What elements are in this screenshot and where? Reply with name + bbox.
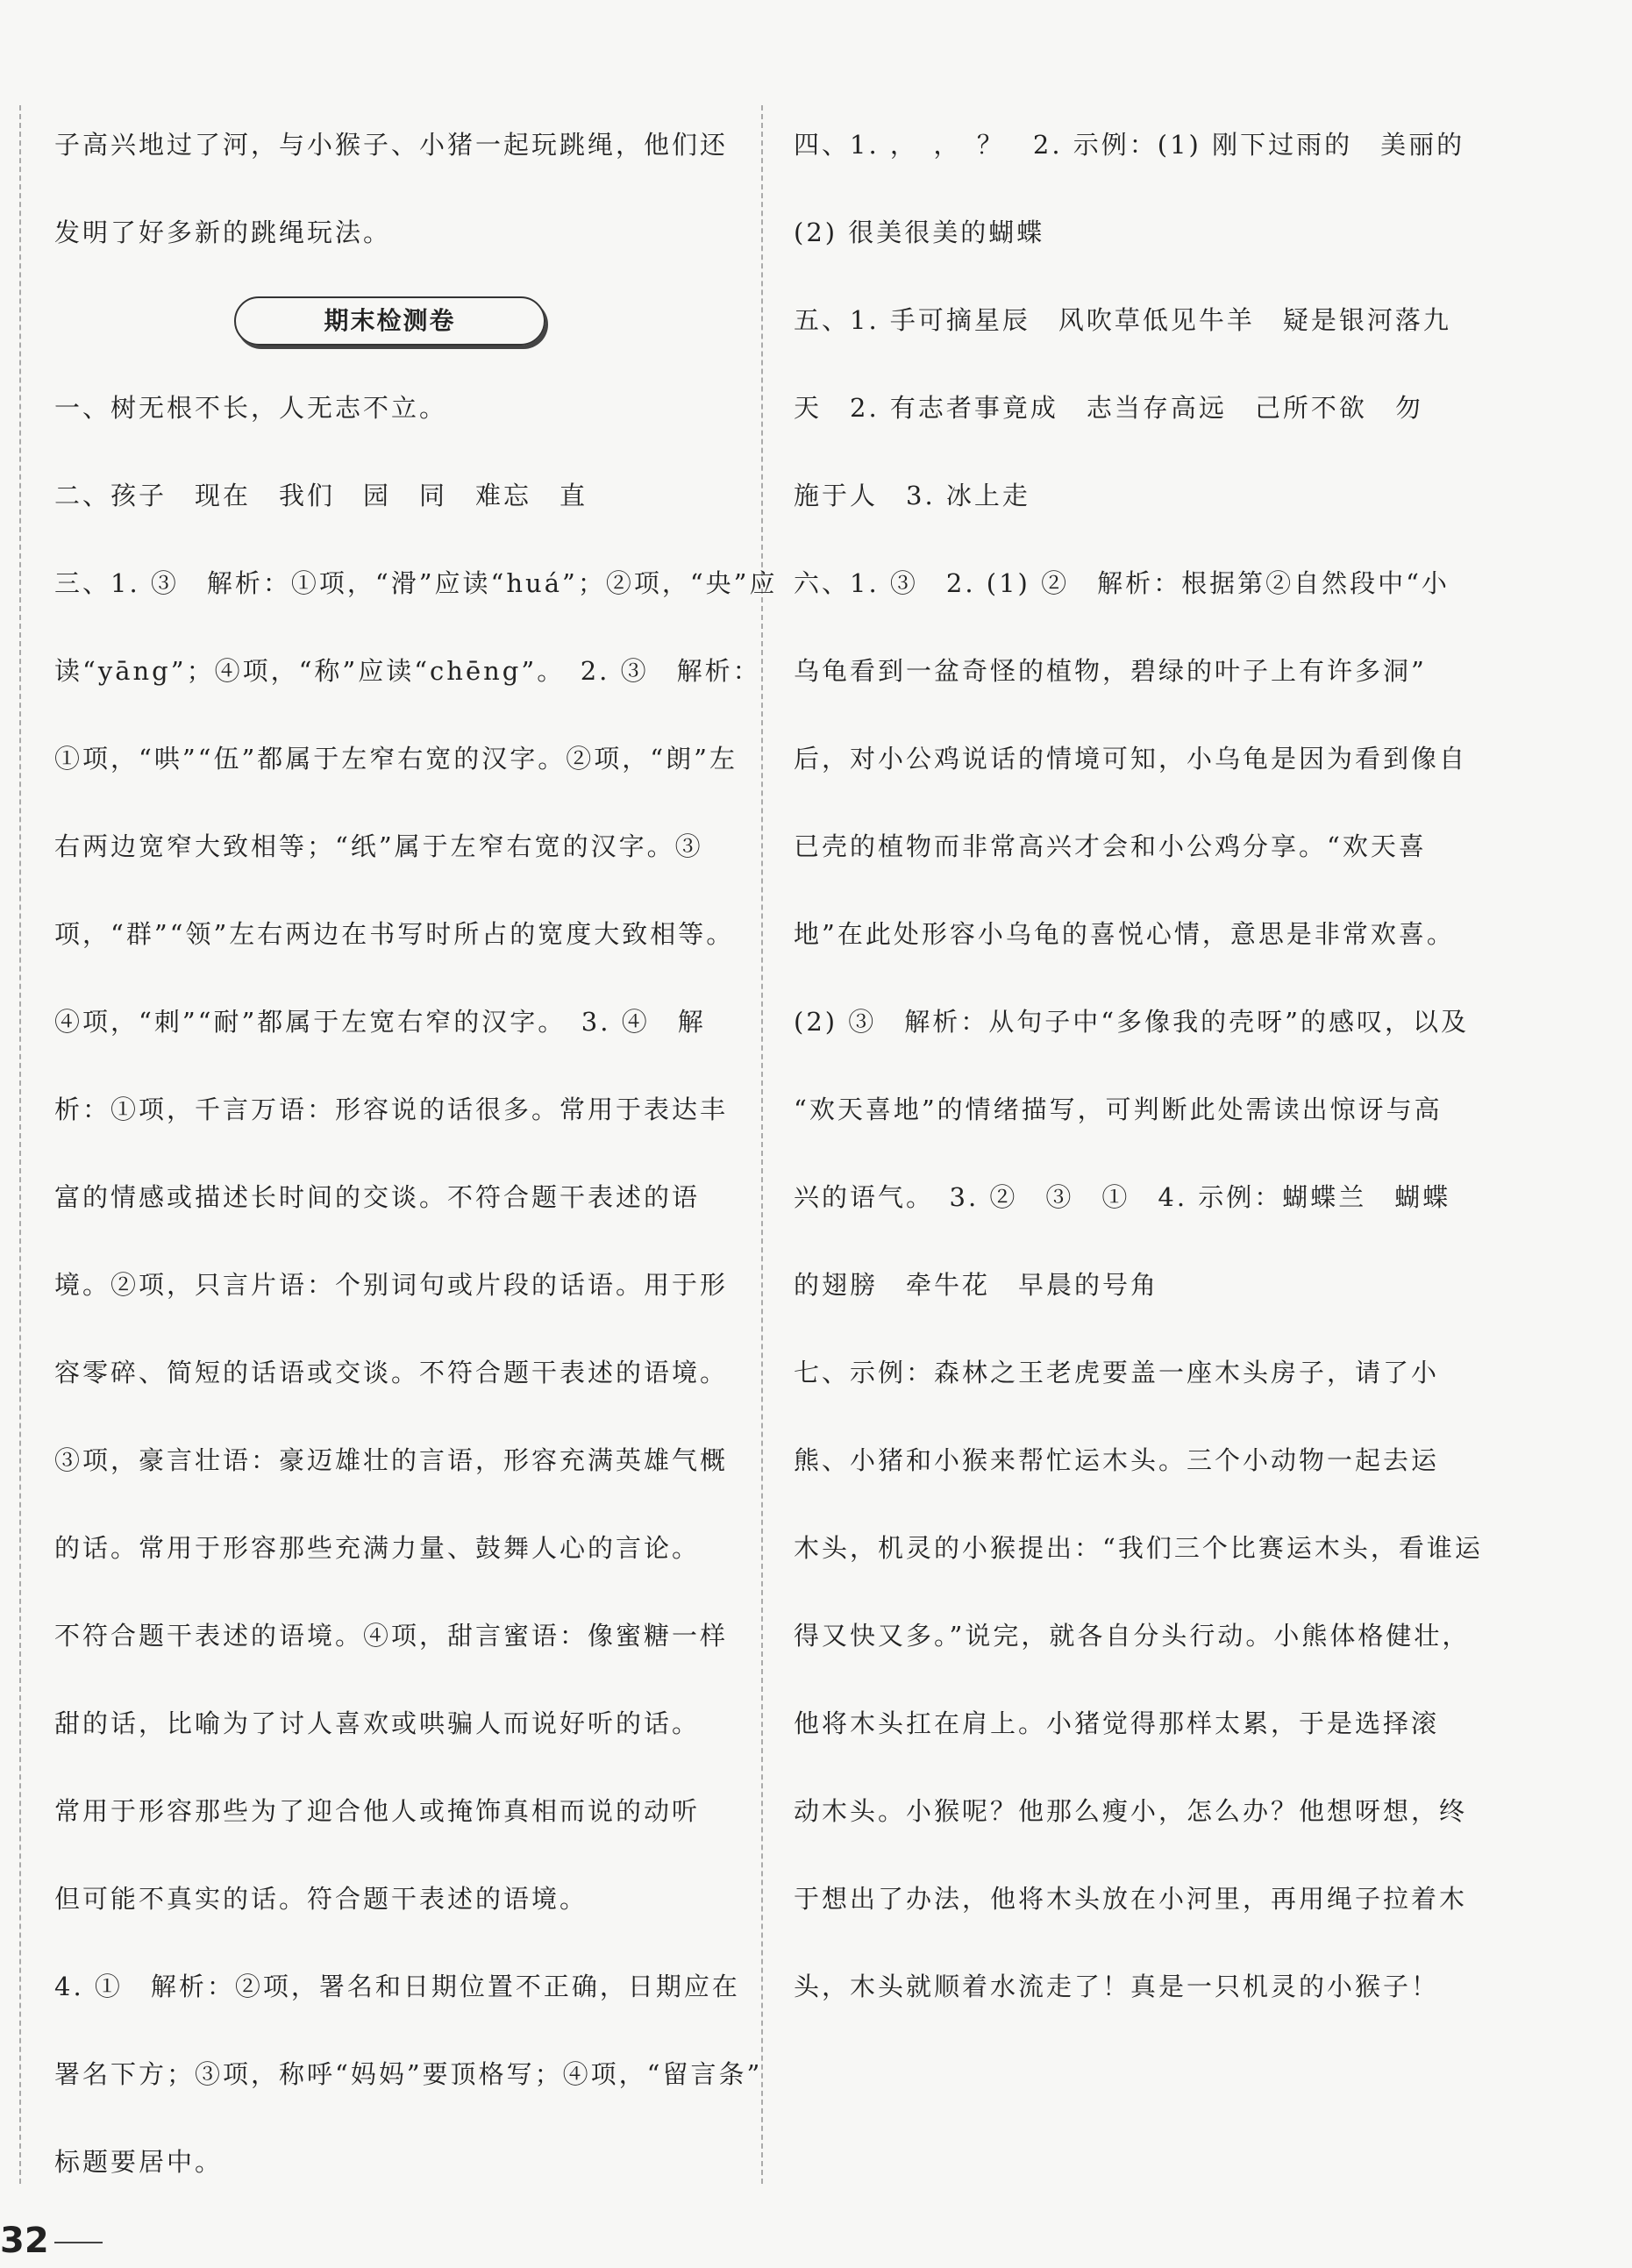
- text-line: 的话。常用于形容那些充满力量、鼓舞人心的言论。: [54, 1533, 701, 1563]
- text-line: 四、1. ， ， ？ 2. 示例：(1) 刚下过雨的 美丽的: [794, 130, 1465, 160]
- text-line: ③项，豪言壮语：豪迈雄壮的言语，形容充满英雄气概: [54, 1445, 729, 1475]
- text-line: 项，“群”“领”左右两边在书写时所占的宽度大致相等。: [54, 919, 735, 949]
- text-line: 头，木头就顺着水流走了！真是一只机灵的小猴子！: [794, 1972, 1440, 2001]
- text-line: 容零碎、简短的话语或交谈。不符合题干表述的语境。: [54, 1358, 729, 1387]
- text-line: 他将木头扛在肩上。小猪觉得那样太累，于是选择滚: [794, 1708, 1440, 1738]
- text-line: 的翅膀 牵牛花 早晨的号角: [794, 1270, 1159, 1300]
- text-line: 富的情感或描述长时间的交谈。不符合题干表述的语: [54, 1182, 701, 1212]
- section-title-wrap: [54, 289, 730, 377]
- text-line: 动木头。小猴呢？他那么瘦小，怎么办？他想呀想，终: [794, 1796, 1468, 1826]
- text-line: 常用于形容那些为了迎合他人或掩饰真相而说的动听: [54, 1796, 701, 1826]
- right-column: [794, 114, 1483, 2043]
- text-line: (2) 很美很美的蝴蝶: [794, 218, 1045, 247]
- center-dashed-rule: [761, 105, 763, 2184]
- text-line: 六、1. ③ 2. (1) ② 解析：根据第②自然段中“小: [794, 568, 1450, 598]
- text-line: 但可能不真实的话。符合题干表述的语境。: [54, 1884, 588, 1914]
- text-line: 二、孩子 现在 我们 园 同 难忘 直: [54, 481, 588, 510]
- text-line: 施于人 3. 冰上走: [794, 481, 1030, 510]
- left-column: [54, 114, 778, 2219]
- text-line: 七、示例：森林之王老虎要盖一座木头房子，请了小: [794, 1358, 1440, 1387]
- text-line: 乌龟看到一盆奇怪的植物，碧绿的叶子上有许多洞”: [794, 656, 1427, 686]
- text-line: 一、树无根不长，人无志不立。: [54, 393, 448, 423]
- text-line: 地”在此处形容小乌龟的喜悦心情，意思是非常欢喜。: [794, 919, 1455, 949]
- text-line: 天 2. 有志者事竟成 志当存高远 己所不欲 勿: [794, 393, 1423, 423]
- text-line: 不符合题干表述的语境。④项，甜言蜜语：像蜜糖一样: [54, 1621, 729, 1651]
- text-line: 右两边宽窄大致相等；“纸”属于左窄右宽的汉字。③: [54, 831, 703, 861]
- text-line: 读“yāng”；④项，“称”应读“chēng”。 2. ③ 解析：: [54, 656, 761, 686]
- text-line: 木头，机灵的小猴提出：“我们三个比赛运木头，看谁运: [794, 1533, 1483, 1563]
- section-title: 期末检测卷: [234, 296, 545, 346]
- text-line: 4. ① 解析：②项，署名和日期位置不正确，日期应在: [54, 1972, 740, 2001]
- text-line: 兴的语气。 3. ② ③ ① 4. 示例：蝴蝶兰 蝴蝶: [794, 1182, 1451, 1212]
- text-line: (2) ③ 解析：从句子中“多像我的壳呀”的感叹，以及: [794, 1007, 1469, 1037]
- text-line: 子高兴地过了河，与小猴子、小猪一起玩跳绳，他们还: [54, 130, 729, 160]
- text-line: 后，对小公鸡说话的情境可知，小乌龟是因为看到像自: [794, 744, 1468, 774]
- text-line: 署名下方；③项，称呼“妈妈”要顶格写；④项，“留言条”: [54, 2059, 763, 2089]
- text-line: 于想出了办法，他将木头放在小河里，再用绳子拉着木: [794, 1884, 1468, 1914]
- text-line: 发明了好多新的跳绳玩法。: [54, 218, 392, 247]
- text-line: 甜的话，比喻为了讨人喜欢或哄骗人而说好听的话。: [54, 1708, 701, 1738]
- text-line: “欢天喜地”的情绪描写，可判断此处需读出惊讶与高: [794, 1095, 1443, 1124]
- text-line: 标题要居中。: [54, 2147, 224, 2177]
- text-line: 已壳的植物而非常高兴才会和小公鸡分享。“欢天喜: [794, 831, 1427, 861]
- text-line: ①项，“哄”“伍”都属于左窄右宽的汉字。②项，“朗”左: [54, 744, 738, 774]
- text-line: 三、1. ③ 解析：①项，“滑”应读“huá”；②项，“央”应: [54, 568, 778, 598]
- text-line: ④项，“刺”“耐”都属于左宽右窄的汉字。 3. ④ 解: [54, 1007, 706, 1037]
- text-line: 五、1. 手可摘星辰 风吹草低见牛羊 疑是银河落九: [794, 305, 1451, 335]
- text-line: 熊、小猪和小猴来帮忙运木头。三个小动物一起去运: [794, 1445, 1440, 1475]
- text-line: 析：①项，千言万语：形容说的话很多。常用于表达丰: [54, 1095, 729, 1124]
- footer-dash: [54, 2242, 103, 2243]
- text-line: 境。②项，只言片语：个别词句或片段的话语。用于形: [54, 1270, 729, 1300]
- text-line: 得又快又多。”说完，就各自分头行动。小熊体格健壮，: [794, 1621, 1471, 1651]
- page-number: 32: [0, 2221, 49, 2261]
- left-dashed-rule: [19, 105, 21, 2184]
